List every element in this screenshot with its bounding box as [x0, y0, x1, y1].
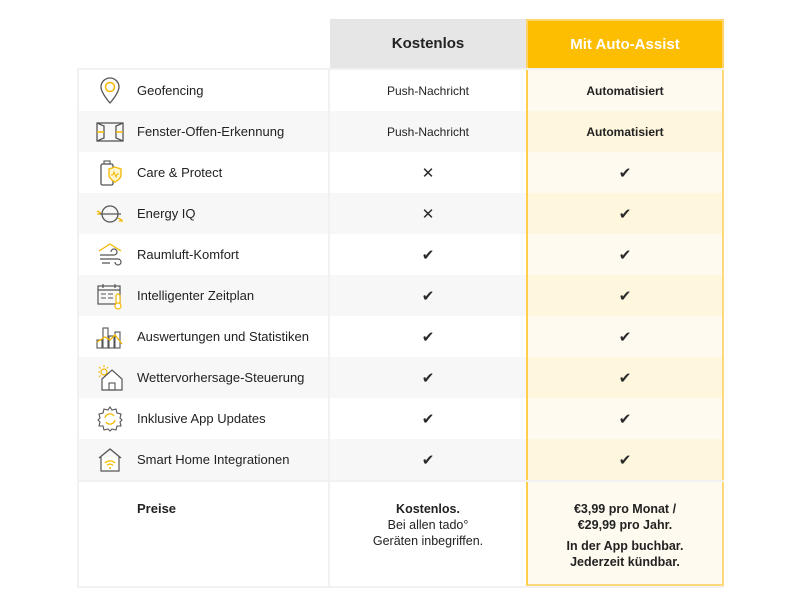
pricing-row	[79, 480, 724, 586]
check-icon: ✔	[618, 246, 632, 264]
location-pin-icon	[95, 76, 125, 106]
table-body	[77, 68, 724, 588]
pro-value	[526, 275, 724, 316]
feature-row-air-comfort	[79, 234, 724, 275]
weather-house-icon	[95, 363, 125, 393]
feature-label: Wettervorhersage-Steuerung	[137, 370, 305, 385]
pricing-free: Kostenlos. Bei allen tado° Geräten inbegriffen.	[372, 502, 484, 548]
feature-label: Auswertungen und Statistiken	[137, 329, 309, 344]
free-value	[330, 316, 526, 357]
pro-value	[526, 316, 724, 357]
feature-row-schedule	[79, 275, 724, 316]
feature-label: Fenster-Offen-Erkennung	[137, 124, 285, 139]
check-icon: ✔	[618, 369, 632, 387]
window-open-icon	[95, 117, 125, 147]
gear-update-icon	[95, 404, 125, 434]
pro-value	[526, 398, 724, 439]
feature-label: Smart Home Integrationen	[137, 452, 290, 467]
feature-label: Raumluft-Komfort	[137, 247, 239, 262]
free-value	[330, 439, 526, 480]
pricing-auto-assist: €3,99 pro Monat / €29,99 pro Jahr. In der App buchbar. Jederzeit kündbar.	[526, 482, 724, 586]
pro-value	[526, 234, 724, 275]
free-value	[330, 234, 526, 275]
check-icon: ✔	[421, 410, 435, 428]
free-value: Push-Nachricht	[386, 124, 470, 139]
check-icon: ✔	[618, 205, 632, 223]
feature-label: Inklusive App Updates	[137, 411, 266, 426]
check-icon: ✔	[618, 287, 632, 305]
feature-label: Energy IQ	[137, 206, 196, 221]
free-value	[330, 152, 526, 193]
feature-row-statistics	[79, 316, 724, 357]
free-value: Push-Nachricht	[386, 83, 470, 98]
table-header	[77, 19, 724, 68]
energy-iq-icon	[95, 199, 125, 229]
feature-row-energy-iq	[79, 193, 724, 234]
statistics-chart-icon	[95, 322, 125, 352]
feature-row-window-open	[79, 111, 724, 152]
pro-value	[526, 439, 724, 480]
smart-home-icon	[95, 445, 125, 475]
feature-row-geofencing	[79, 70, 724, 111]
check-icon: ✔	[421, 287, 435, 305]
free-value	[330, 398, 526, 439]
check-icon: ✔	[618, 328, 632, 346]
check-icon: ✔	[421, 246, 435, 264]
comparison-table	[77, 19, 724, 588]
care-protect-icon	[95, 158, 125, 188]
feature-label: Geofencing	[137, 83, 204, 98]
check-icon: ✔	[421, 369, 435, 387]
feature-row-app-updates	[79, 398, 724, 439]
feature-label: Intelligenter Zeitplan	[137, 288, 255, 303]
check-icon: ✔	[618, 410, 632, 428]
pro-value: Automatisiert	[526, 111, 724, 152]
check-icon: ✔	[421, 451, 435, 469]
pro-value	[526, 152, 724, 193]
cross-icon: ✕	[421, 164, 435, 182]
free-value	[330, 357, 526, 398]
cross-icon: ✕	[421, 205, 435, 223]
feature-row-care-protect	[79, 152, 724, 193]
feature-label: Care & Protect	[137, 165, 223, 180]
check-icon: ✔	[618, 164, 632, 182]
pro-value: Automatisiert	[526, 70, 724, 111]
column-header-auto-assist: Mit Auto-Assist	[526, 19, 724, 68]
pro-value	[526, 357, 724, 398]
feature-row-weather	[79, 357, 724, 398]
check-icon: ✔	[618, 451, 632, 469]
schedule-calendar-icon	[95, 281, 125, 311]
check-icon: ✔	[421, 328, 435, 346]
pro-value	[526, 193, 724, 234]
feature-row-smart-home	[79, 439, 724, 480]
free-value	[330, 193, 526, 234]
column-header-free: Kostenlos	[330, 19, 526, 68]
free-value	[330, 275, 526, 316]
air-comfort-icon	[95, 240, 125, 270]
pricing-label: Preise	[79, 482, 330, 586]
